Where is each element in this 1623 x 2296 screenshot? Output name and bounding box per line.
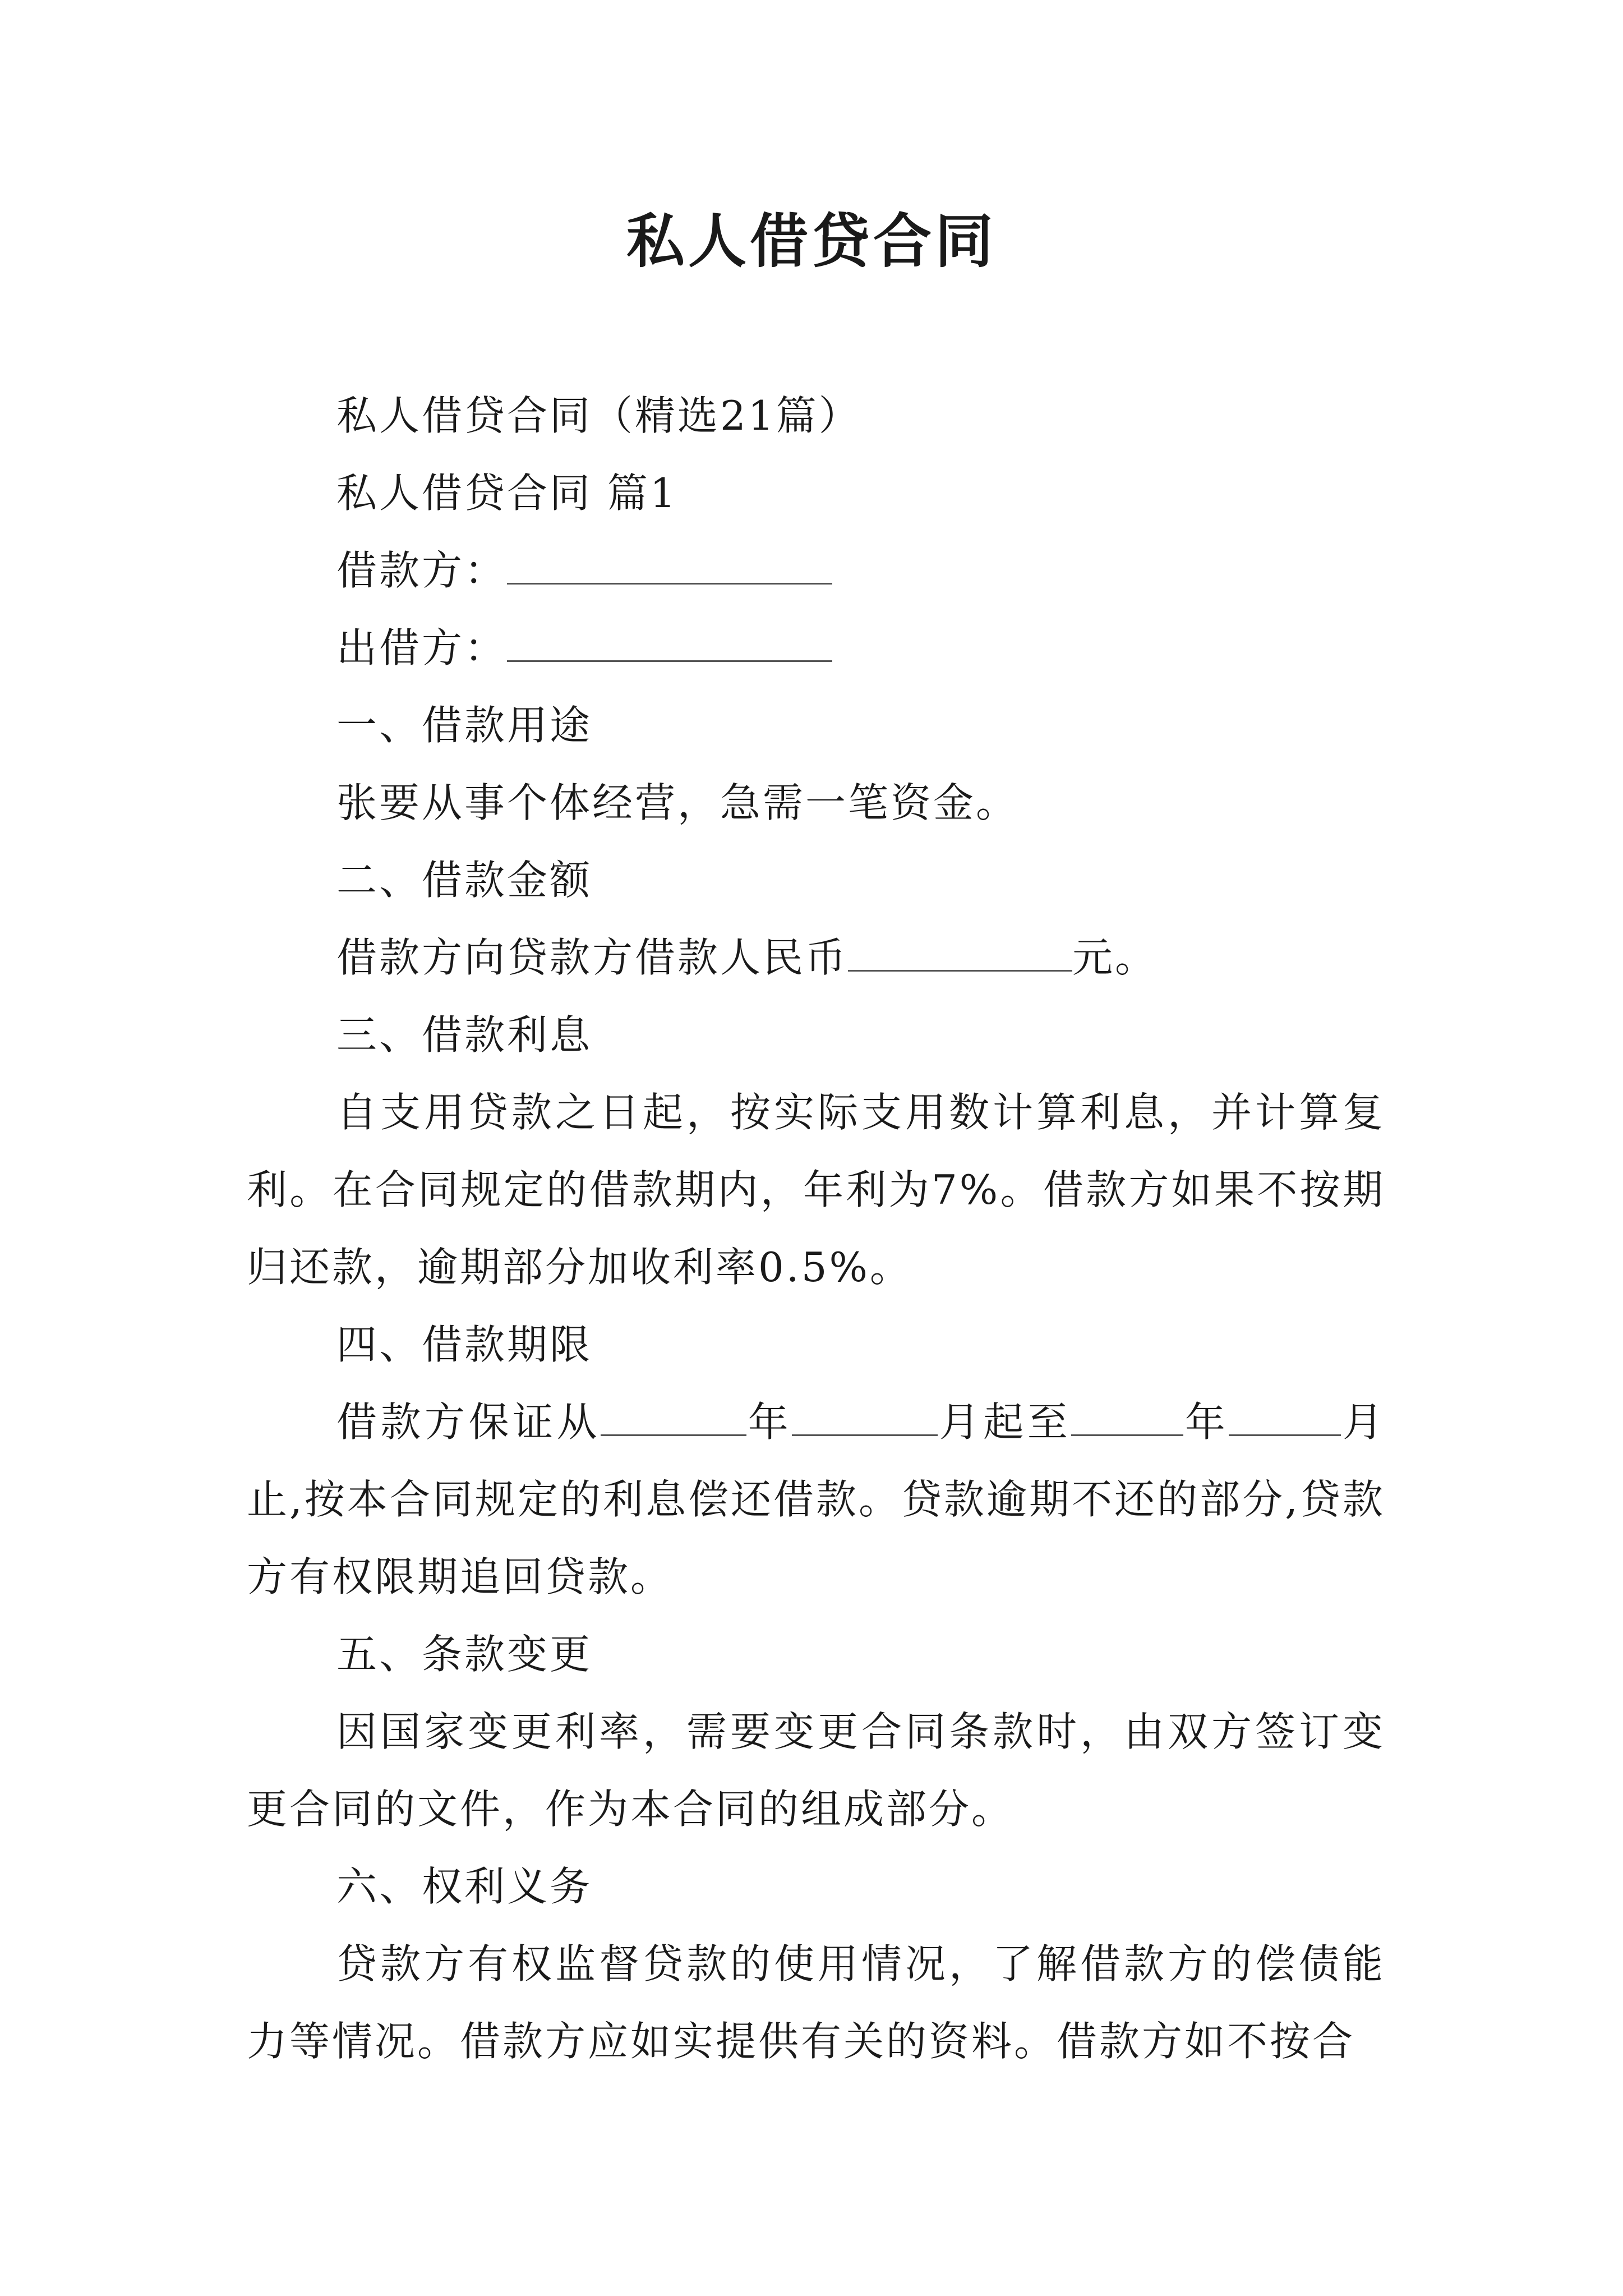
- paragraph-text: 年: [1183, 1398, 1229, 1446]
- paragraph: [247, 609, 1385, 687]
- paragraph-text: 元。: [1072, 934, 1158, 981]
- paragraph: 自支用贷款之日起，按实际支用数计算利息，并计算复利。在合同规定的借款期内，年利为7%。借款方如果不按期归还款，逾期部分加收利率0.5%。: [247, 1089, 1385, 1291]
- paragraph-text: 月起至: [938, 1398, 1072, 1446]
- paragraph-text: 出借方：: [336, 624, 508, 671]
- paragraph: 六、权利义务: [336, 1863, 593, 1910]
- fill-in-blank: [507, 627, 832, 662]
- fill-in-blank: [507, 549, 832, 585]
- paragraph: 私人借贷合同（精选21篇）: [336, 392, 861, 439]
- document-body: [247, 377, 1385, 2080]
- paragraph-text: 借款方向贷款方借款人民币: [336, 934, 849, 981]
- fill-in-blank: [601, 1401, 746, 1436]
- paragraph: 五、条款变更: [336, 1631, 593, 1678]
- paragraph: 一、借款用途: [336, 702, 593, 749]
- paragraph: 二、借款金额: [336, 857, 593, 904]
- paragraph: 四、借款期限: [336, 1321, 593, 1368]
- paragraph-text: 借款方：: [336, 547, 508, 594]
- fill-in-blank: [848, 936, 1072, 972]
- paragraph-text: 年: [746, 1398, 792, 1446]
- fill-in-blank: [1071, 1401, 1183, 1436]
- fill-in-blank: [792, 1401, 938, 1436]
- paragraph: 私人借贷合同 篇1: [336, 470, 678, 517]
- paragraph: [247, 919, 1385, 996]
- paragraph: 三、借款利息: [336, 1011, 593, 1059]
- paragraph: 张要从事个体经营，急需一笔资金。: [336, 779, 1019, 826]
- paragraph: [247, 532, 1385, 609]
- paragraph: 因国家变更利率，需要变更合同条款时，由双方签订变更合同的文件，作为本合同的组成部分。: [247, 1708, 1385, 1833]
- document-title: 私人借贷合同: [626, 206, 997, 275]
- paragraph-text: 借款方保证从: [336, 1398, 601, 1446]
- paragraph: [247, 1383, 1385, 1616]
- paragraph-text: 月止,按本合同规定的利息偿还借款。贷款逾期不还的部分,贷款方有权限期追回贷款。: [247, 1398, 1385, 1600]
- paragraph: 贷款方有权监督贷款的使用情况，了解借款方的偿债能力等情况。借款方应如实提供有关的资料。借款方如不按合: [247, 1940, 1385, 2065]
- fill-in-blank: [1229, 1401, 1341, 1436]
